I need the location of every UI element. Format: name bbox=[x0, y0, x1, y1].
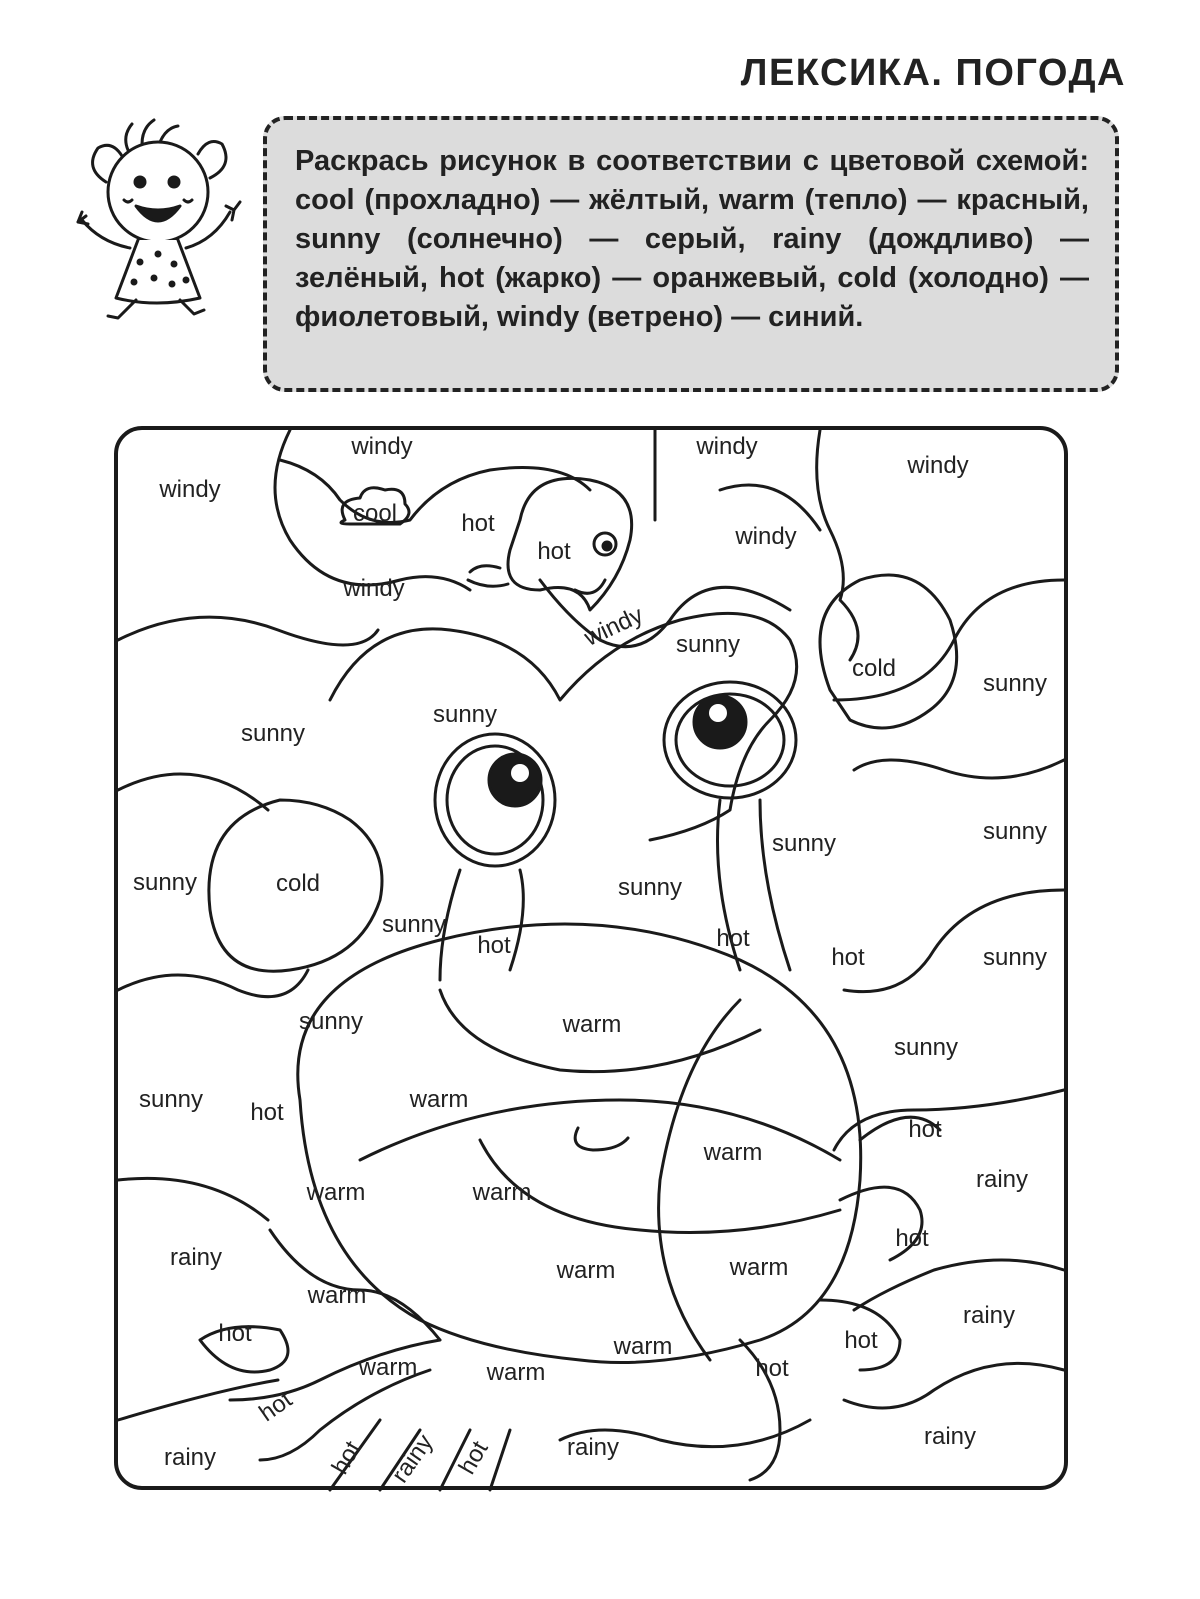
region-outline bbox=[280, 460, 590, 523]
region-label-windy: windy bbox=[696, 433, 758, 460]
region-label-cold: cold bbox=[851, 655, 897, 682]
bird-beak bbox=[575, 580, 605, 593]
region-label-hot: hot bbox=[453, 1436, 494, 1479]
region-outline bbox=[834, 1090, 1064, 1150]
region-label-rainy: rainy bbox=[975, 1166, 1029, 1193]
crab-body-outline bbox=[298, 924, 861, 1363]
region-label-warm: warm bbox=[556, 1257, 616, 1284]
bird-wing bbox=[468, 566, 508, 587]
crab-glint-left bbox=[511, 764, 529, 782]
region-label-sunny: sunny bbox=[381, 911, 447, 938]
region-label-sunny: sunny bbox=[298, 1008, 364, 1035]
region-label-cool: cool bbox=[352, 500, 398, 527]
region-label-sunny: sunny bbox=[982, 944, 1048, 971]
page-title: ЛЕКСИКА. ПОГОДА bbox=[740, 52, 1126, 94]
crab-stalk-left bbox=[440, 870, 523, 980]
crab-eye-left-outer bbox=[435, 734, 555, 866]
region-label-warm: warm bbox=[562, 1011, 622, 1038]
region-label-hot: hot bbox=[218, 1320, 252, 1347]
crab-pupil-right bbox=[694, 696, 746, 748]
region-label-windy: windy bbox=[580, 601, 648, 652]
region-label-windy: windy bbox=[159, 476, 221, 503]
region-label-warm: warm bbox=[613, 1333, 673, 1360]
bird-pupil bbox=[603, 542, 611, 550]
region-label-warm: warm bbox=[307, 1282, 367, 1309]
instruction-text: Раскрась рисунок в соответствии с цветовой схемой: cool (прохладно) — жёлтый, warm (тепло) — красный, sunny (солнечно) — серый, rainy (дождливо) — зелёный, hot (жарко) — оранжевый, cold (холодно) — фиолетовый, windy (ветрено) — синий. bbox=[295, 145, 1089, 333]
region-label-sunny: sunny bbox=[675, 631, 741, 658]
region-label-hot: hot bbox=[477, 932, 511, 959]
region-outline bbox=[118, 1178, 268, 1220]
region-label-sunny: sunny bbox=[982, 670, 1048, 697]
region-label-rainy: rainy bbox=[566, 1434, 620, 1461]
region-label-hot: hot bbox=[895, 1225, 929, 1252]
region-label-sunny: sunny bbox=[771, 830, 837, 857]
region-outline bbox=[854, 1260, 1064, 1310]
region-label-rainy: rainy bbox=[163, 1444, 217, 1471]
region-outline bbox=[118, 617, 378, 645]
region-label-sunny: sunny bbox=[432, 701, 498, 728]
region-label-windy: windy bbox=[735, 523, 797, 550]
crab-mouth bbox=[575, 1128, 628, 1150]
region-label-sunny: sunny bbox=[617, 874, 683, 901]
region-label-rainy: rainy bbox=[962, 1302, 1016, 1329]
region-label-warm: warm bbox=[409, 1086, 469, 1113]
region-label-hot: hot bbox=[254, 1385, 298, 1428]
region-label-hot: hot bbox=[461, 510, 495, 537]
region-label-rainy: rainy bbox=[923, 1423, 977, 1450]
region-label-hot: hot bbox=[326, 1436, 367, 1479]
region-outline bbox=[854, 760, 1064, 778]
region-label-sunny: sunny bbox=[893, 1034, 959, 1061]
region-label-hot: hot bbox=[537, 538, 571, 565]
crab-glint-right bbox=[709, 704, 727, 722]
region-label-windy: windy bbox=[907, 452, 969, 479]
region-label-warm: warm bbox=[729, 1254, 789, 1281]
region-label-warm: warm bbox=[703, 1139, 763, 1166]
region-outline bbox=[118, 774, 268, 810]
region-label-hot: hot bbox=[755, 1355, 789, 1382]
crab-shell-line bbox=[659, 1000, 740, 1360]
region-label-warm: warm bbox=[306, 1179, 366, 1206]
region-label-rainy: rainy bbox=[169, 1244, 223, 1271]
region-label-sunny: sunny bbox=[982, 818, 1048, 845]
region-label-hot: hot bbox=[716, 925, 750, 952]
region-label-hot: hot bbox=[844, 1327, 878, 1354]
region-outline bbox=[118, 970, 308, 997]
region-outline bbox=[844, 1363, 1064, 1408]
region-label-sunny: sunny bbox=[240, 720, 306, 747]
region-label-warm: warm bbox=[472, 1179, 532, 1206]
region-label-rainy: rainy bbox=[386, 1429, 439, 1488]
region-label-warm: warm bbox=[358, 1354, 418, 1381]
region-label-cold: cold bbox=[275, 870, 321, 897]
region-label-hot: hot bbox=[831, 944, 865, 971]
region-label-hot: hot bbox=[250, 1099, 284, 1126]
region-label-windy: windy bbox=[351, 433, 413, 460]
region-label-warm: warm bbox=[486, 1359, 546, 1386]
region-label-windy: windy bbox=[343, 575, 405, 602]
region-label-sunny: sunny bbox=[138, 1086, 204, 1113]
region-label-hot: hot bbox=[908, 1116, 942, 1143]
region-outline bbox=[844, 890, 1064, 992]
region-label-sunny: sunny bbox=[132, 869, 198, 896]
